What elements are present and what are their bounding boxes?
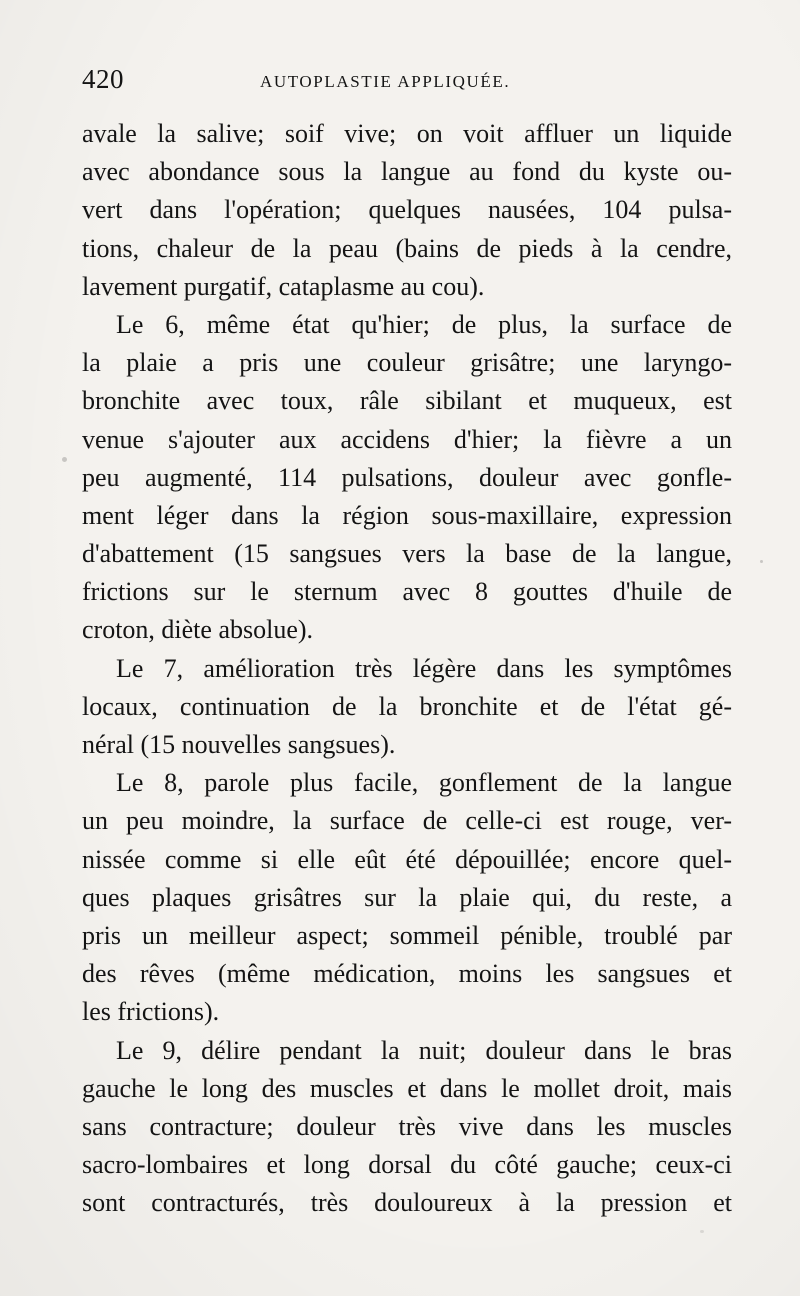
text-line: gauche le long des muscles et dans le mollet droit, mais xyxy=(82,1073,732,1103)
text-line: nissée comme si elle eût été dépouillée; encore quel- xyxy=(82,844,732,874)
text-line: sacro-lombaires et long dorsal du côté gauche; ceux-ci xyxy=(82,1150,732,1180)
text-line: la plaie a pris une couleur grisâtre; une laryngo- xyxy=(82,348,732,378)
text-line: tions, chaleur de la peau (bains de pieds à la cendre, xyxy=(82,233,732,263)
paragraph-first-line: Le 9, délire pendant la nuit; douleur dans le bras xyxy=(116,1035,732,1065)
text-line: lavement purgatif, cataplasme au cou). xyxy=(82,271,485,301)
text-line: sans contracture; douleur très vive dans les muscles xyxy=(82,1111,732,1141)
text-line: peu augmenté, 114 pulsations, douleur avec gonfle- xyxy=(82,462,732,492)
text-line: avale la salive; soif vive; on voit affluer un liquide xyxy=(82,119,732,148)
text-line: ques plaques grisâtres sur la plaie qui, du reste, a xyxy=(82,882,732,912)
page-header xyxy=(82,64,732,100)
text-line: pris un meilleur aspect; sommeil pénible, troublé par xyxy=(82,920,732,950)
paragraph-first-line: Le 6, même état qu'hier; de plus, la surface de xyxy=(116,309,732,339)
text-line: des rêves (même médication, moins les sangsues et xyxy=(82,959,732,989)
text-line: néral (15 nouvelles sangsues). xyxy=(82,730,396,759)
text-line: les frictions). xyxy=(82,997,220,1027)
text-line: d'abattement (15 sangsues vers la base de la langue, xyxy=(82,539,732,569)
body-text xyxy=(82,115,732,1222)
text-line: bronchite avec toux, râle sibilant et muqueux, est xyxy=(82,386,732,416)
text-line: sont contracturés, très douloureux à la pression et xyxy=(82,1188,732,1218)
text-line: ment léger dans la région sous-maxillaire, expression xyxy=(82,500,732,530)
text-line: croton, diète absolue). xyxy=(82,615,314,645)
text-line: venue s'ajouter aux accidens d'hier; la fièvre a un xyxy=(82,424,732,454)
running-title: AUTOPLASTIE APPLIQUÉE. xyxy=(260,72,511,91)
paper-speck xyxy=(700,1230,704,1233)
paragraph-first-line: Le 7, amélioration très légère dans les symptômes xyxy=(116,653,732,683)
paragraph-first-line: Le 8, parole plus facile, gonflement de la langue xyxy=(116,768,732,798)
page-number: 420 xyxy=(82,64,124,94)
text-line: un peu moindre, la surface de celle-ci est rouge, ver- xyxy=(82,806,732,836)
text-line: locaux, continuation de la bronchite et de l'état gé- xyxy=(82,691,732,721)
paper-speck xyxy=(760,560,763,563)
text-line: avec abondance sous la langue au fond du kyste ou- xyxy=(82,157,732,187)
text-line: frictions sur le sternum avec 8 gouttes d'huile de xyxy=(82,577,732,607)
text-line: vert dans l'opération; quelques nausées, 104 pulsa- xyxy=(82,195,732,225)
paper-speck xyxy=(62,457,67,462)
